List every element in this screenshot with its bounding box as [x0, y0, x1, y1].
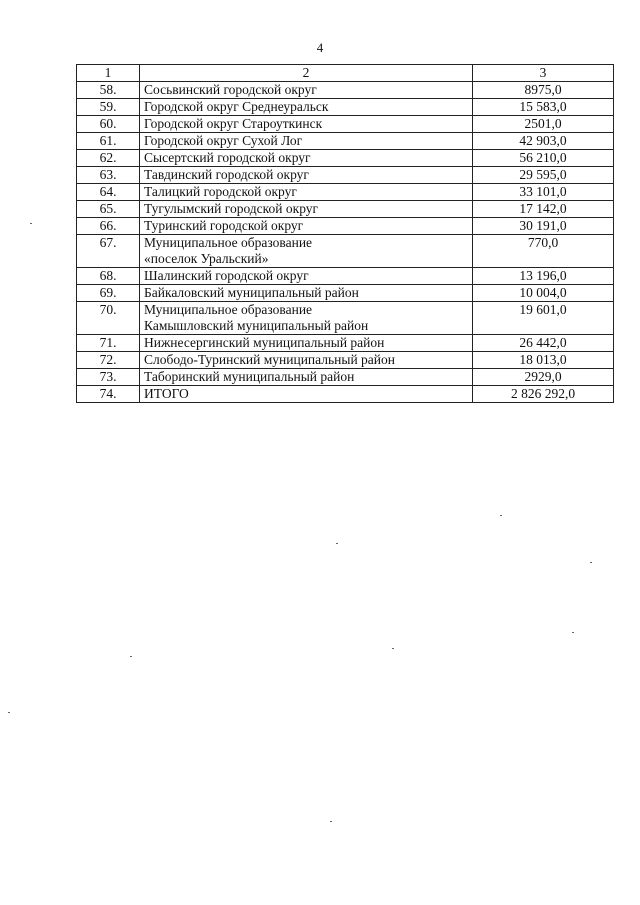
scan-speck [336, 543, 338, 544]
table-row [77, 218, 614, 235]
table-header [77, 65, 614, 82]
row-number: 67. [77, 235, 140, 268]
scan-speck [392, 648, 394, 649]
table-row [77, 99, 614, 116]
municipality-name-line: Тавдинский городской округ [144, 167, 309, 182]
municipality-name [140, 167, 473, 184]
amount-value: 30 191,0 [473, 218, 614, 235]
municipality-name-line: Туринский городской округ [144, 218, 304, 233]
table-row [77, 369, 614, 386]
amount-value: 15 583,0 [473, 99, 614, 116]
municipality-name [140, 99, 473, 116]
table-row [77, 133, 614, 150]
amount-value: 770,0 [473, 235, 614, 268]
row-number: 64. [77, 184, 140, 201]
municipality-name-line: Сосьвинский городской округ [144, 82, 317, 97]
municipality-name-line: Камышловский муниципальный район [144, 318, 369, 333]
municipality-name [140, 335, 473, 352]
municipality-name-line: Городской округ Староуткинск [144, 116, 323, 131]
budget-table [76, 64, 614, 403]
scan-speck [130, 656, 132, 657]
row-number: 73. [77, 369, 140, 386]
table-row [77, 302, 614, 335]
municipality-name [140, 386, 473, 403]
municipality-name-line: Слободо-Туринский муниципальный район [144, 352, 395, 367]
table-row [77, 184, 614, 201]
municipality-name [140, 352, 473, 369]
municipality-name-line: Талицкий городской округ [144, 184, 297, 199]
row-number: 60. [77, 116, 140, 133]
municipality-name-line: Городской округ Среднеуральск [144, 99, 329, 114]
row-number: 68. [77, 268, 140, 285]
municipality-name [140, 302, 473, 335]
table-row [77, 116, 614, 133]
amount-value: 17 142,0 [473, 201, 614, 218]
municipality-name [140, 218, 473, 235]
row-number: 74. [77, 386, 140, 403]
municipality-name [140, 369, 473, 386]
municipality-name [140, 285, 473, 302]
table-row [77, 352, 614, 369]
amount-value: 56 210,0 [473, 150, 614, 167]
scan-speck [330, 821, 332, 822]
row-number: 58. [77, 82, 140, 99]
page-number: 4 [316, 40, 324, 55]
municipality-name-line: Сысертский городской округ [144, 150, 311, 165]
municipality-name-line: Городской округ Сухой Лог [144, 133, 303, 148]
scan-speck [500, 515, 502, 516]
amount-value: 19 601,0 [473, 302, 614, 335]
row-number: 72. [77, 352, 140, 369]
table-row [77, 268, 614, 285]
amount-value: 33 101,0 [473, 184, 614, 201]
municipality-name [140, 116, 473, 133]
table-body [77, 82, 614, 403]
municipality-name [140, 268, 473, 285]
column-header-value: 3 [473, 65, 614, 82]
amount-value: 2929,0 [473, 369, 614, 386]
municipality-name [140, 82, 473, 99]
row-number: 63. [77, 167, 140, 184]
amount-value: 10 004,0 [473, 285, 614, 302]
row-number: 65. [77, 201, 140, 218]
table-row [77, 167, 614, 184]
scan-speck [8, 712, 10, 713]
scan-speck [30, 223, 32, 224]
row-number: 66. [77, 218, 140, 235]
table-row [77, 201, 614, 218]
column-header-number: 1 [77, 65, 140, 82]
municipality-name [140, 150, 473, 167]
table-row [77, 82, 614, 99]
amount-value: 2501,0 [473, 116, 614, 133]
municipality-name-line: ИТОГО [144, 386, 189, 401]
municipality-name [140, 184, 473, 201]
row-number: 71. [77, 335, 140, 352]
municipality-name-line: Шалинский городской округ [144, 268, 309, 283]
municipality-name-line: Байкаловский муниципальный район [144, 285, 359, 300]
amount-value: 42 903,0 [473, 133, 614, 150]
scan-speck [572, 632, 574, 633]
municipality-name-line: Муниципальное образование [144, 302, 313, 317]
row-number: 62. [77, 150, 140, 167]
table-row [77, 386, 614, 403]
municipality-name [140, 201, 473, 218]
amount-value: 29 595,0 [473, 167, 614, 184]
column-header-name: 2 [140, 65, 473, 82]
municipality-name [140, 235, 473, 268]
amount-value: 8975,0 [473, 82, 614, 99]
amount-value: 2 826 292,0 [473, 386, 614, 403]
amount-value: 26 442,0 [473, 335, 614, 352]
table-row [77, 335, 614, 352]
municipality-name [140, 133, 473, 150]
table-row [77, 285, 614, 302]
amount-value: 13 196,0 [473, 268, 614, 285]
row-number: 61. [77, 133, 140, 150]
municipality-name-line: Муниципальное образование [144, 235, 313, 250]
row-number: 70. [77, 302, 140, 335]
scan-speck [590, 562, 592, 563]
amount-value: 18 013,0 [473, 352, 614, 369]
row-number: 59. [77, 99, 140, 116]
row-number: 69. [77, 285, 140, 302]
municipality-name-line: Тугулымский городской округ [144, 201, 319, 216]
table-row [77, 235, 614, 268]
table-row [77, 150, 614, 167]
table-header-row [77, 65, 614, 82]
municipality-name-line: «поселок Уральский» [144, 251, 269, 266]
municipality-name-line: Нижнесергинский муниципальный район [144, 335, 385, 350]
municipality-name-line: Таборинский муниципальный район [144, 369, 355, 384]
